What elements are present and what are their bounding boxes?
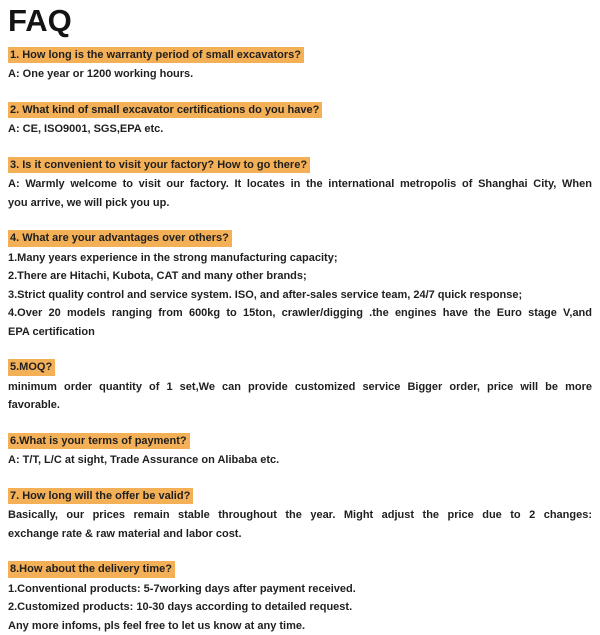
answer-group bbox=[8, 451, 592, 470]
question-highlight: 3. Is it convenient to visit your factory? How to go there? bbox=[8, 157, 310, 174]
page-title: FAQ bbox=[8, 3, 72, 38]
answer-line: 2.There are Hitachi, Kubota, CAT and many other brands; bbox=[8, 270, 307, 283]
qa-block bbox=[8, 559, 592, 635]
answer-line: A: CE, ISO9001, SGS,EPA etc. bbox=[8, 123, 164, 136]
answer-line: 1.Many years experience in the strong manufacturing capacity; bbox=[8, 251, 338, 264]
qa-block bbox=[8, 357, 592, 415]
qa-block bbox=[8, 431, 592, 470]
question-highlight: 8.How about the delivery time? bbox=[8, 561, 175, 578]
answer-line: 2.Customized products: 10-30 days according to detailed request. bbox=[8, 601, 353, 614]
answer-line: 4.Over 20 models ranging from 600kg to 15ton, crawler/digging .the engines have the Euro stage V,and bbox=[8, 307, 592, 320]
answer-group bbox=[8, 175, 592, 212]
answer-line: A: One year or 1200 working hours. bbox=[8, 68, 194, 81]
qa-block bbox=[8, 100, 592, 139]
answer-line: EPA certification bbox=[8, 325, 95, 338]
qa-block bbox=[8, 45, 592, 84]
answer-line: minimum order quantity of 1 set,We can provide customized service Bigger order, price will be more bbox=[8, 380, 592, 393]
answer-line: 3.Strict quality control and service system. ISO, and after-sales service team, 24/7 quick response; bbox=[8, 288, 523, 301]
question-highlight: 6.What is your terms of payment? bbox=[8, 433, 190, 450]
answer-group bbox=[8, 580, 592, 635]
answer-group bbox=[8, 506, 592, 543]
answer-line: A: Warmly welcome to visit our factory. It locates in the international metropolis of Shanghai City, When bbox=[8, 178, 592, 191]
faq-list bbox=[8, 45, 592, 635]
question-highlight: 5.MOQ? bbox=[8, 359, 55, 376]
answer-group bbox=[8, 65, 592, 84]
answer-group bbox=[8, 120, 592, 139]
answer-line: exchange rate & raw material and labor cost. bbox=[8, 527, 242, 540]
qa-block bbox=[8, 228, 592, 341]
answer-line: Any more infoms, pls feel free to let us know at any time. bbox=[8, 619, 306, 632]
qa-block bbox=[8, 155, 592, 213]
answer-line: A: T/T, L/C at sight, Trade Assurance on Alibaba etc. bbox=[8, 454, 280, 467]
answer-line: Basically, our prices remain stable throughout the year. Might adjust the price due to 2 changes: bbox=[8, 509, 592, 522]
answer-line: favorable. bbox=[8, 399, 60, 412]
question-highlight: 7. How long will the offer be valid? bbox=[8, 488, 193, 505]
qa-block bbox=[8, 486, 592, 544]
question-highlight: 2. What kind of small excavator certifications do you have? bbox=[8, 102, 322, 119]
answer-group bbox=[8, 378, 592, 415]
answer-line: 1.Conventional products: 5-7working days after payment received. bbox=[8, 582, 356, 595]
answer-line: you arrive, we will pick you up. bbox=[8, 196, 170, 209]
question-highlight: 4. What are your advantages over others? bbox=[8, 230, 232, 247]
answer-group bbox=[8, 249, 592, 342]
question-highlight: 1. How long is the warranty period of small excavators? bbox=[8, 47, 304, 64]
